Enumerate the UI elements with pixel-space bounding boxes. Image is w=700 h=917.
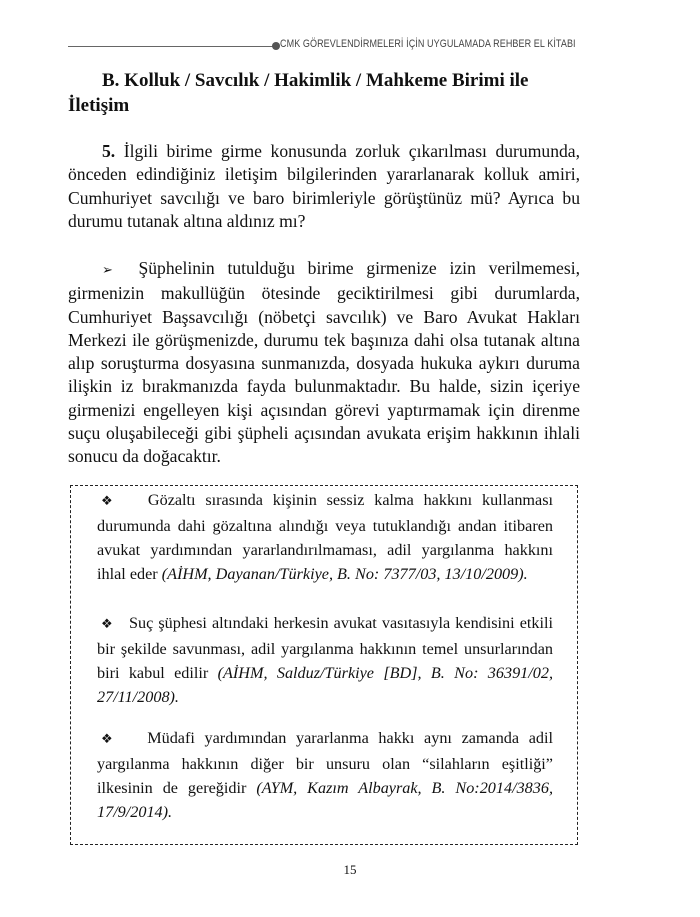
answer-text: Şüphelinin tutulduğu birime girmenize izin verilmemesi, girmenizin makullüğün ötesinde geciktirilmesi gibi durumlarda, Cumhuriyet Başsavcılığı (nöbetçi savcılık) ve Baro Avukat Hakları Merkezi ile görüşmenizde, durumu tek başınıza dahi olsa tutanak altına alıp soruşturma dosyasına sunmanızda, dosyada hukuka aykırı duruma ilişkin iz bırakmanızda fayda bulunmaktadır. Bu halde, sizin içeriye girmenizi engelleyen kişi açısından görevi yaptırmamak için direnme suçu oluşabileceği gibi şüpheli açısından avukata erişim hakkının ihlali sonucu da doğacaktır. <box>68 258 580 467</box>
case-law-text: Gözaltı sırasında kişinin sessiz kalma hakkını kullanması durumunda dahi gözaltına alındığı veya tutuklandığı andan itibaren avukat yardımından yararlandırılmaması, adil yargılanma hakkını ihlal eder <box>97 491 554 583</box>
case-law-text: Suç şüphesi altındaki herkesin avukat vasıtasıyla kendisini etkili bir şekilde savunması, adil yargılanma hakkının temel unsurlarından biri kabul edilir <box>97 614 554 682</box>
case-law-citation: (AİHM, Dayanan/Türkiye, B. No: 7377/03, 13/10/2009). <box>161 565 528 583</box>
case-law-item <box>97 488 553 586</box>
question-paragraph <box>68 140 580 233</box>
question-number: 5. <box>102 141 116 161</box>
case-law-box <box>70 485 578 845</box>
case-law-item <box>97 726 553 824</box>
diamond-bullet-icon: ❖ <box>101 617 114 632</box>
case-law-text: Müdafi yardımından yararlanma hakkı aynı zamanda adil yargılanma hakkının diğer bir unsuru olan “silahların eşitliği” ilkesinin de gereğidir <box>97 729 554 797</box>
page-number: 15 <box>343 862 357 877</box>
running-header <box>68 38 595 54</box>
section-title-line1: B. Kolluk / Savcılık / Hakimlik / Mahkeme Birimi ile <box>102 70 529 91</box>
diamond-bullet-icon: ❖ <box>101 494 119 509</box>
header-title: CMK GÖREVLENDİRMELERİ İÇİN UYGULAMADA REHBER EL KİTABI <box>280 38 576 50</box>
question-text: İlgili birime girme konusunda zorluk çıkarılması durumunda, önceden edindiğiniz iletişim bilgilerinden yararlanarak kolluk amiri, Cumhuriyet savcılığı ve baro birimleriyle görüştünüz mü? Ayrıca bu durumu tutanak altına aldınız mı? <box>68 141 580 231</box>
section-title <box>68 68 578 118</box>
answer-paragraph <box>68 257 580 469</box>
diamond-bullet-icon: ❖ <box>101 732 119 747</box>
header-rule <box>68 46 273 47</box>
arrow-bullet-icon: ➢ <box>102 263 113 278</box>
header-bullet-dot <box>272 42 280 50</box>
section-title-line2: İletişim <box>68 95 130 116</box>
case-law-citation: (AİHM, Salduz/Türkiye [BD], B. No: 36391/02, 27/11/2008). <box>97 664 553 706</box>
case-law-item <box>97 611 553 709</box>
case-law-citation: (AYM, Kazım Albayrak, B. No:2014/3836, 17/9/2014). <box>97 779 553 821</box>
